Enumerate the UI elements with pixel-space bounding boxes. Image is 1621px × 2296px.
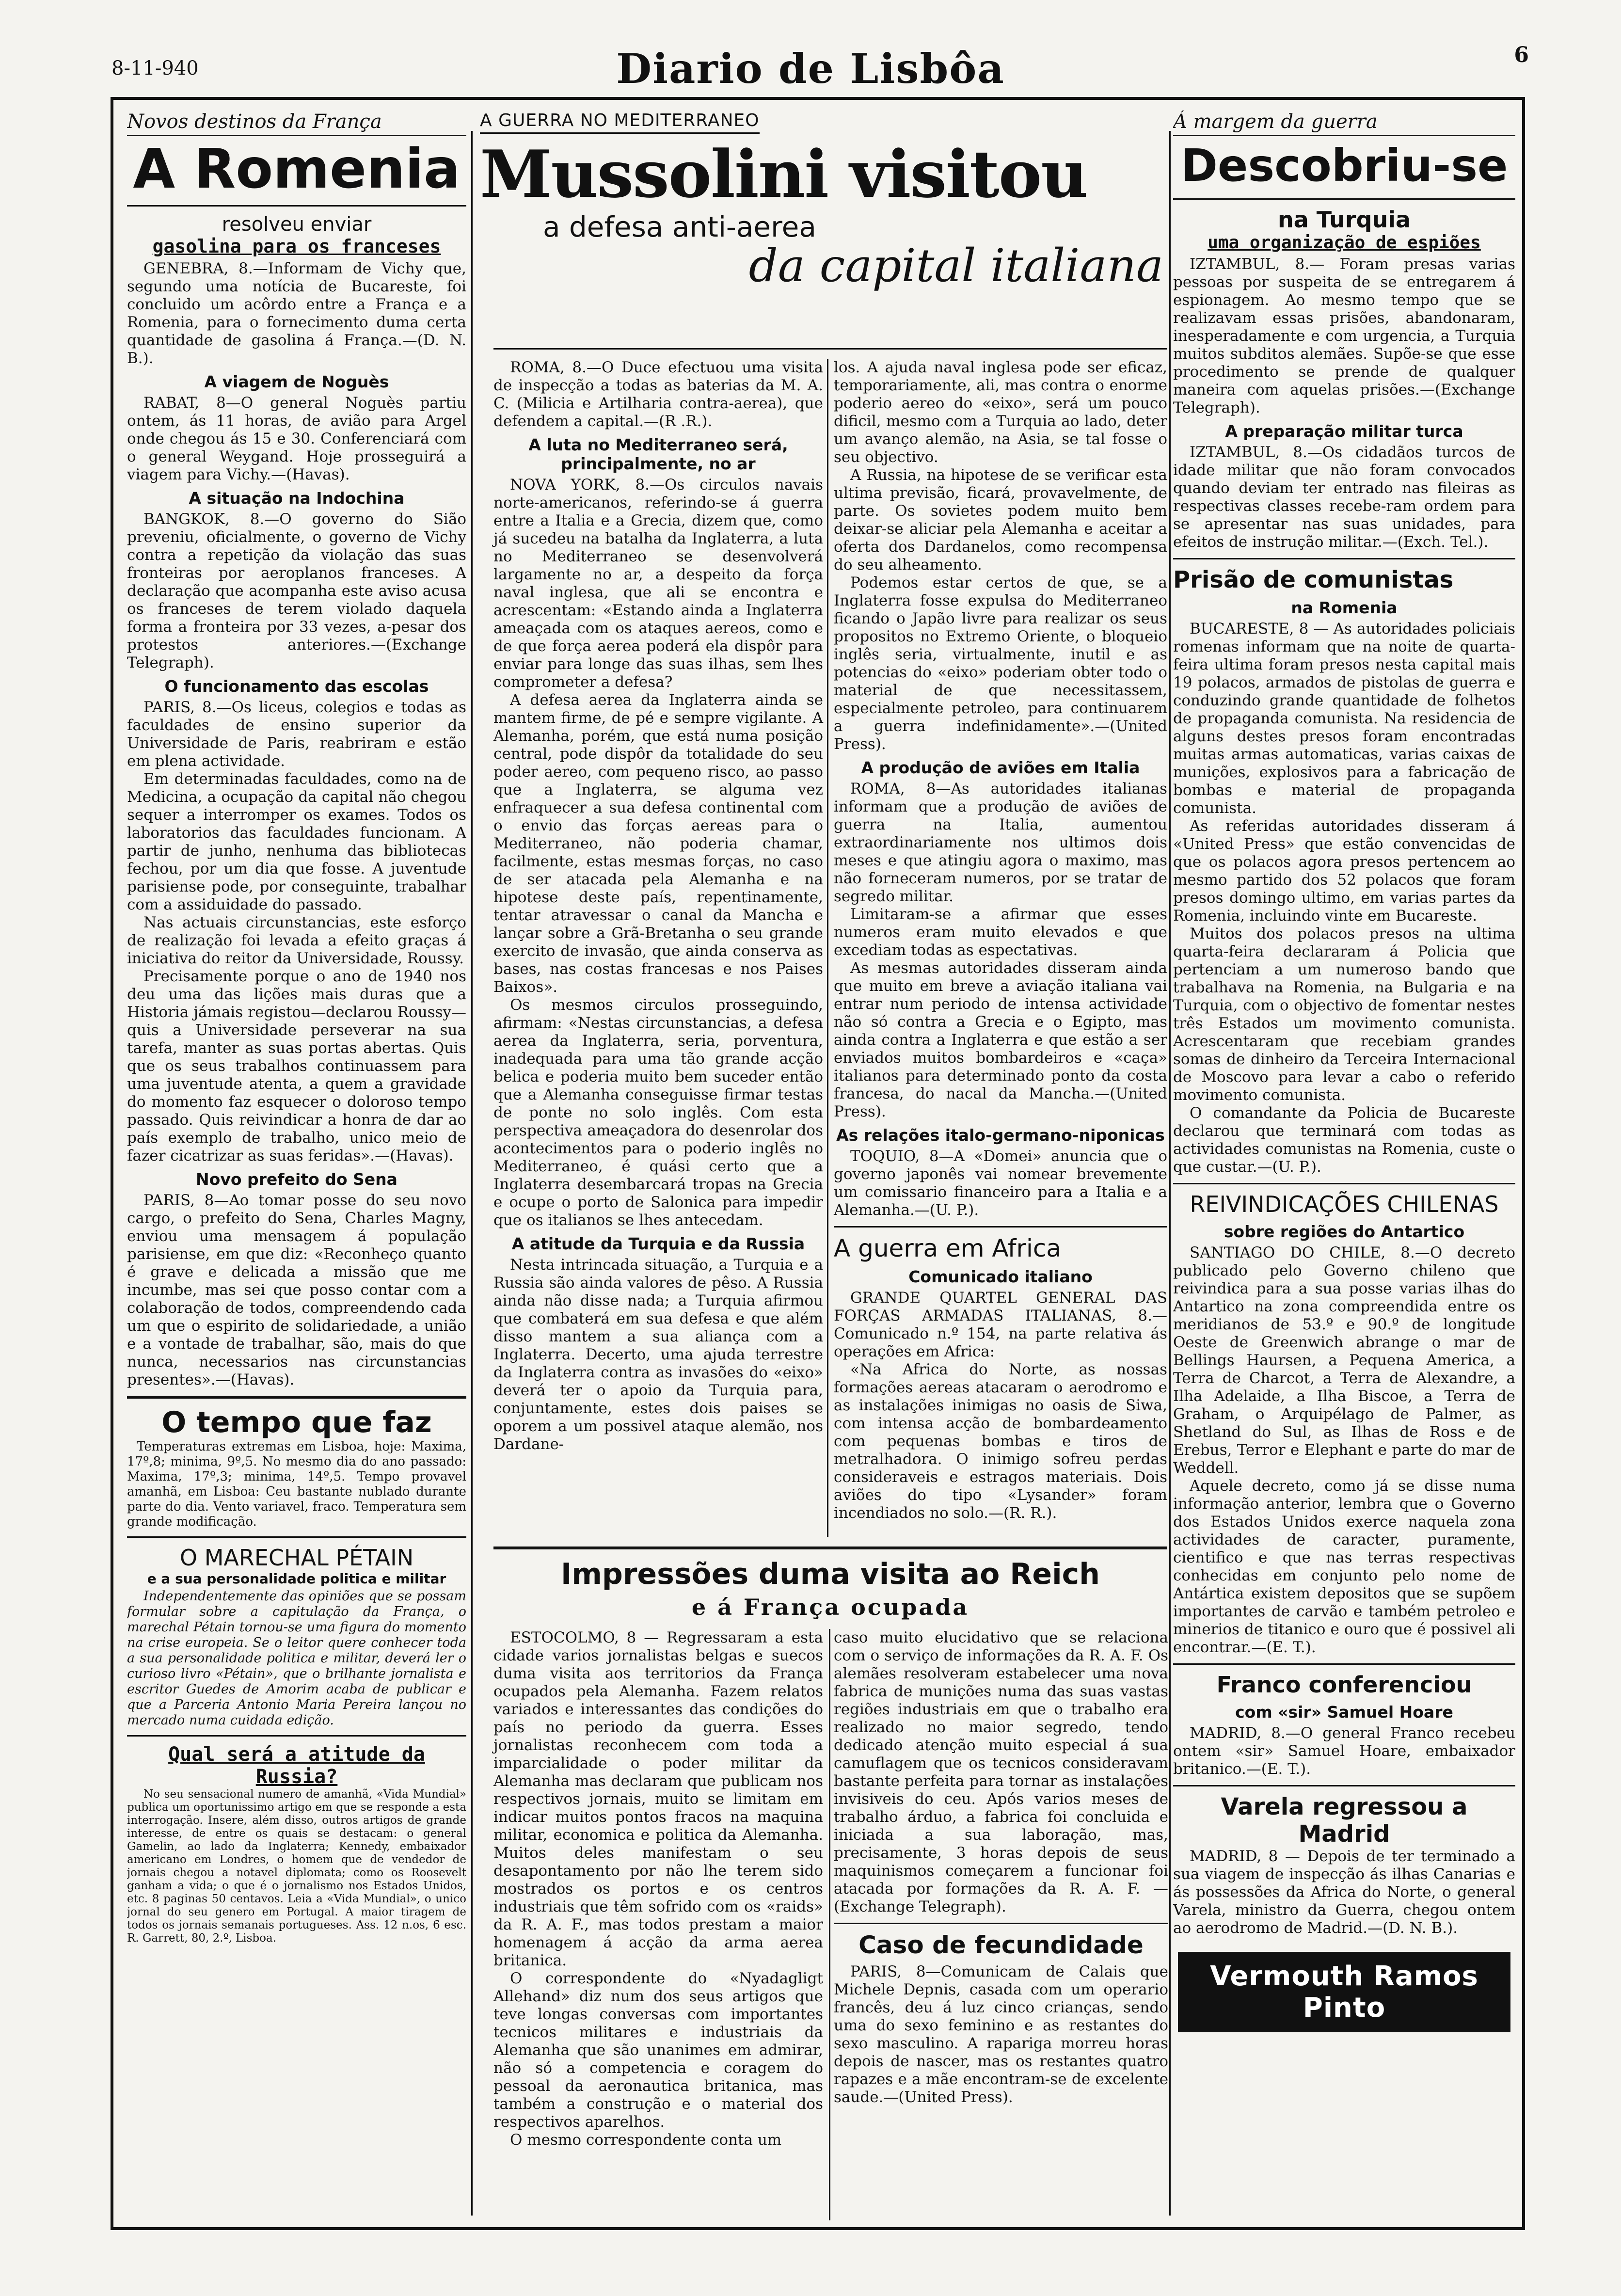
article-paragraph: Limitaram-se a afirmar que esses numeros eram muito elevados e que excediam todas as espectativas. xyxy=(834,906,1167,959)
article-header-reich xyxy=(493,1557,1167,1620)
article-paragraph: «Na Africa do Norte, as nossas formações aereas atacaram o aerodromo e as instalações inimigas no oasis de Siwa, com intensa acção de bombardeamento com pequenas bombas e tiros de metralhadora. O inimigo sofreu perdas consideraveis e estragos materiais. Dois aviões do tipo «Lysander» foram incendiados no solo.—(R. R.). xyxy=(834,1361,1167,1522)
subheadline: uma organização de espiões xyxy=(1208,233,1481,253)
article-paragraph: IZTAMBUL, 8.—Os cidadãos turcos de idade militar que não foram convocados quando deviam ter entrado nas fileiras as respectivas classes recebe-ram ordem para se apresentar nas suas unidades, para efeitos de instrução militar.—(Exch. Tel.). xyxy=(1173,444,1515,551)
article-column-mussolini-b xyxy=(834,359,1167,1522)
article-paragraph: Podemos estar certos de que, se a Inglaterra fosse expulsa do Mediterraneo ficando o Japão livre para realizar os seus propositos no Extremo Oriente, o bloqueio inglês seria, virtualmente, inutil e as potencias do «eixo» poderiam obter todo o material de que necessitassem, especialmente petroleo, para continuarem a guerra indefinidamente».—(United Press). xyxy=(834,574,1167,753)
article-paragraph: Em determinadas faculdades, como na de Medicina, a ocupação da capital não chegou sequer a interromper os exames. Todos os laboratorios das faculdades funcionam. A partir de junho, nenhuma das bibliotecas fechou, por um dia que fosse. A juventude parisiense pode, por conseguinte, trabalhar com a assiduidade do passado. xyxy=(127,770,466,913)
article-paragraph: NOVA YORK, 8.—Os circulos navais norte-americanos, referindo-se á guerra entre a Italia e a Grecia, dizem que, como já sucedeu na batalha da Inglaterra, a luta no Mediterraneo se desenvolverá largamente no ar, a despeito da força naval inglesa, que ali se encontra e acrescentam: «Estando ainda a Inglaterra ameaçada com os ataques aereos, como e de que força aerea poderá ela dispôr para enviar para longe das suas ilhas, sem lhes comprometer a defesa? xyxy=(493,476,823,691)
column-divider xyxy=(1169,131,1171,2216)
subheadline: resolveu enviar xyxy=(222,213,372,236)
article-paragraph: Muitos dos polacos presos na ultima quarta-feira declararam á Policia que pertenciam a um numeroso bando que trabalhava na Romenia, na Bulgaria e na Turquia, com o objectivo de fomentar nestes três Estados um movimento comunista. Acrescentaram que recebiam grandes somas de dinheiro da Terceira Internacional de Moscovo para levar a cabo o referido movimento comunista. xyxy=(1173,925,1515,1104)
article-paragraph: ROMA, 8.—O Duce efectuou uma visita de inspecção a todas as baterias da M. A. C. (Milicia e Artilharia contra-aerea), que defendem a capital.—(R .R.). xyxy=(493,359,823,430)
article-paragraph: ESTOCOLMO, 8 — Regressaram a esta cidade varios jornalistas belgas e suecos duma visita aos territorios da França ocupados pela Alemanha. Fazem relatos variados e interessantes das condições do país no periodo da guerra. Esses jornalistas reconhecem com toda a imparcialidade o poder militar da Alemanha mas declaram que publicam nos respectivos jornais, muito se limitam em indicar muitos pontos fracos na maquina militar, economica e politica da Alemanha. Muitos deles manifestam o seu desapontamento por não lhe terem sido mostrados os portos e os centros industriais que têm sofrido com os «raids» da R. A. F., mas todos prestam a maior homenagem á acção da arma aerea britanica. xyxy=(493,1629,823,1969)
section-subheading: Comunicado italiano xyxy=(908,1267,1093,1286)
article-paragraph: As referidas autoridades disseram á «United Press» que estão convencidas de que os polacos agora presos pertencem ao mesmo partido dos 52 polacos que foram presos domingo ultimo, em varias partes da Romenia, incluindo vinte em Bucareste. xyxy=(1173,817,1515,925)
section-heading: A situação na Indochina xyxy=(189,489,405,508)
section-subheading: na Romenia xyxy=(1291,598,1398,617)
subheadline: e á França ocupada xyxy=(691,1594,969,1620)
advertisement-vermouth[interactable]: Vermouth Ramos Pinto xyxy=(1178,1952,1510,2032)
section-heading: A viagem de Noguès xyxy=(204,372,389,391)
section-heading: A produção de aviões em Italia xyxy=(861,758,1140,777)
article-paragraph: A defesa aerea da Inglaterra ainda se mantem firme, de pé e sempre vigilante. A Alemanha, porém, que está numa posição central, pode dispôr da totalidade do seu poder aereo, com pequeno risco, ao passo que a Inglaterra, se alguma vez enfraquecer a sua defesa continental com o envio das forças aereas para o Mediterraneo, não poderia chamar, facilmente, estas mesmas forças, no caso de ser atacada pela Alemanha e na hipotese deste país, repentinamente, tentar atravessar o canal da Mancha e lançar sobre a Grã-Bretanha o seu grande exercito de invasão, que ainda conserva as bases, nas costas francesas e nos Paises Baixos». xyxy=(493,691,823,996)
article-paragraph: A Russia, na hipotese de se verificar esta ultima previsão, ficará, provavelmente, de parte. Os sovietes podem muito bem deixar-se aliciar pela Alemanha e aceitar a oferta dos Dardanelos, como recompensa do seu alheamento. xyxy=(834,466,1167,574)
section-heading: A luta no Mediterraneo será, principalmente, no ar xyxy=(528,435,788,473)
section-heading: REIVINDICAÇÕES CHILENAS xyxy=(1190,1191,1499,1217)
section-heading: A preparação militar turca xyxy=(1225,422,1463,441)
article-paragraph: GENEBRA, 8.—Informam de Vichy que, segundo uma notícia de Bucareste, foi concluido um acôrdo entre a França e a Romenia, para o fornecimento duma certa quantidade de gasolina á França.—(D. N. B.). xyxy=(127,260,466,367)
article-header-mussolini xyxy=(480,111,1163,292)
article-paragraph: GRANDE QUARTEL GENERAL DAS FORÇAS ARMADAS ITALIANAS, 8.—Comunicado n.º 154, na parte relativa ás operações em Africa: xyxy=(834,1289,1167,1360)
section-kicker: A GUERRA NO MEDITERRANEO xyxy=(480,111,760,134)
section-heading: As relações italo-germano-niponicas xyxy=(836,1126,1165,1145)
article-paragraph: los. A ajuda naval inglesa pode ser eficaz, temporariamente, ali, mas contra o enorme poderio aereo do «eixo», será um pouco dificil, mesmo com a Turquia ao lado, deter um avanço alemão, na Asia, se tal fosse o seu objectivo. xyxy=(834,359,1167,466)
column-divider xyxy=(827,359,828,1537)
petain-subheading: e a sua personalidade politica e militar xyxy=(147,1571,446,1587)
article-paragraph: Nas actuais circunstancias, este esforço de realização foi levada a efeito graças á iniciativa do reitor da Universidade, Roussy. xyxy=(127,914,466,967)
article-column-reich-a xyxy=(493,1629,823,2149)
page-number: 6 xyxy=(1514,43,1529,67)
subheadline: gasolina para os franceses xyxy=(152,236,441,257)
section-heading: A guerra em Africa xyxy=(834,1234,1062,1262)
subheadline: na Turquia xyxy=(1277,207,1411,233)
article-paragraph: caso muito elucidativo que se relaciona com o serviço de informações da R. A. F. Os alemães resolveram estabelecer uma nova fabrica de munições numa das suas vastas regiões industriais em que o trabalho era realizado no maior segredo, tendo dedicado atenção muito especial á sua camuflagem que os tecnicos consideravam bastante perfeita para tornar as instalações invisiveis do ceu. Após varios meses de trabalho árduo, a fabrica foi concluida e iniciada a sua laboração, mas, precisamente, 3 horas depois de seus maquinismos começarem a funcionar foi atacada por formações da R. A. F. —(Exchange Telegraph). xyxy=(834,1629,1168,1915)
article-paragraph: O mesmo correspondente conta um xyxy=(510,2131,782,2149)
russia-heading: Qual será a atitude da Russia? xyxy=(168,1743,425,1788)
article-paragraph: RABAT, 8—O general Noguès partiu ontem, ás 11 horas, de avião para Argel onde chegou ás 15 e 30. Conferenciará com o general Weygand. Hoje prosseguirá a viagem para Vichy.—(Havas). xyxy=(127,394,466,483)
article-column-reich-b xyxy=(834,1629,1168,2106)
section-heading: O funcionamento das escolas xyxy=(164,677,429,696)
headline: Mussolini visitou xyxy=(480,136,1087,212)
article-paragraph: IZTAMBUL, 8.— Foram presas varias pessoas por suspeita de se entregarem á espionagem. Ao mesmo tempo que se realizavam essas prisões, abandonaram, inesperadamente e com urgencia, a Turquia muitos subditos alemães. Supõe-se que esse procedimento se prende de qualquer maneira com aquelas prisões.—(Exchange Telegraph). xyxy=(1173,255,1515,416)
section-heading: Prisão de comunistas xyxy=(1173,566,1454,593)
article-column-turquia xyxy=(1173,111,1515,2032)
article-paragraph: Os mesmos circulos prosseguindo, afirmam: «Nestas circunstancias, a defesa aerea da Inglaterra, seria, porventura, inadequada para uma tão grande acção belica e poderia muito bem suceder então que a Alemanha conseguisse firmar testas de ponte no solo inglês. Com esta perspectiva ameaçadora do desenrolar dos acontecimentos para o poderio inglês no Mediterraneo, é quási certo que a Inglaterra desembarcará tropas na Grecia e ocupe o porto de Salonica para impedir que os italianos se lhes antecedam. xyxy=(493,996,823,1229)
petain-paragraph: Independentemente das opiniões que se possam formular sobre a capitulação da França, o marechal Pétain tornou-se uma figura do momento na crise europeia. Se o leitor quere conhecer toda a sua personalidade politica e militar, deverá ler o curioso livro «Pétain», que o brilhante jornalista e escritor Guedes de Amorim acaba de publicar e que a Parceria Antonio Maria Pereira lançou no mercado numa cuidada edição. xyxy=(127,1589,466,1728)
article-paragraph: BANGKOK, 8.—O governo do Sião preveniu, oficialmente, o governo de Vichy contra a repetição da violação das suas fronteiras por aeroplanos franceses. A declaração que acompanha este aviso acusa os franceses de terem violado daquela forma a fronteira por 33 vezes, a-pesar dos protestos anteriores.—(Exchange Telegraph). xyxy=(127,510,466,671)
headline: Descobriu-se xyxy=(1180,140,1508,191)
article-paragraph: Aquele decreto, como já se disse numa informação anterior, lembra que o Governo dos Estados Unidos exerce naquela zona actividades de caracter, puramente, cientifico e que nas terras respectivas conhecidas em conjunto pelo nome de Antártica existem depositos que se supõem importantes de carvão e também petroleo e minerios de titanico e ouro que é possivel ali encontrar.—(E. T.). xyxy=(1173,1477,1515,1656)
article-paragraph: BUCARESTE, 8 — As autoridades policiais romenas informam que na noite de quarta-feira ultima foram presos nesta capital mais 19 polacos, armados de pistolas de guerra e conduzindo grande quantidade de folhetos de propaganda comunista. Na residencia de alguns destes presos foram encontradas muitas armas automaticas, varias caixas de munições, explosivos para a fabricação de bombas e material de propaganda comunista. xyxy=(1173,620,1515,817)
article-paragraph: Precisamente porque o ano de 1940 nos deu uma das lições mais duras que a Historia jámais registou—declarou Roussy—quis a Universidade perseverar na sua tarefa, manter as suas portas abertas. Quis que os seus trabalhos continuassem para uma juventude atenta, a quem a gravidade do momento faz esquecer o doloroso tempo passado. Quis reivindicar a honra de dar ao país exemplo de trabalho, unico meio de fazer cicatrizar as suas feridas».—(Havas). xyxy=(127,968,466,1164)
article-paragraph: PARIS, 8.—Os liceus, colegios e todas as faculdades de ensino superior da Universidade de Paris, reabriram e estão em plena actividade. xyxy=(127,699,466,770)
section-subheading: sobre regiões do Antartico xyxy=(1224,1222,1465,1241)
article-column-romenia xyxy=(127,111,466,1945)
newspaper-title: Diario de Lisbôa xyxy=(616,45,1005,93)
column-divider xyxy=(829,1629,830,2220)
subheadline: a defesa anti-aerea xyxy=(543,210,816,243)
article-paragraph: MADRID, 8 — Depois de ter terminado a sua viagem de inspecção ás ilhas Canarias e ás possessões da Africa do Norte, o general Varela, ministro da Guerra, chegou ontem ao aerodromo de Madrid.—(D. N. B.). xyxy=(1173,1848,1515,1937)
section-kicker: Á margem da guerra xyxy=(1173,111,1515,136)
article-paragraph: ROMA, 8—As autoridades italianas informam que a produção de aviões de guerra na Italia, aumentou extraordinariamente nos ultimos dois meses e que atingiu agora o maximo, mas não forneceram numeros, por se tratar de segredo militar. xyxy=(834,780,1167,905)
article-paragraph: PARIS, 8—Ao tomar posse do seu novo cargo, o prefeito do Sena, Charles Magny, enviou uma mensagem á população parisiense, em que diz: «Reconheço quanto é grave e delicada a missão que me incumbe, mas sei que posso contar com a colaboração de todos, compreendendo cada um que o espirito de solidariedade, a união e a vontade de trabalhar, são, mais do que nunca, necessarios nas circunstancias presentes».—(Havas). xyxy=(127,1192,466,1388)
article-paragraph: MADRID, 8.—O general Franco recebeu ontem «sir» Samuel Hoare, embaixador britanico.—(E. T.). xyxy=(1173,1724,1515,1778)
column-divider xyxy=(471,131,473,2216)
article-paragraph: As mesmas autoridades disseram ainda que muito em breve a aviação italiana vai entrar num periodo de intensa actividade não só contra a Grecia e o Egipto, mas ainda contra a Inglaterra e que estão a ser enviados muitos bombardeiros e «caça» italianos para determinado ponto da costa francesa, do nacal da Mancha.—(United Press). xyxy=(834,959,1167,1120)
section-heading: A atitude da Turquia e da Russia xyxy=(511,1234,805,1253)
russia-paragraph: No seu sensacional numero de amanhã, «Vida Mundial» publica um oportunissimo artigo em que se responde a esta interrogação. Insere, além disso, outros artigos de grande interesse, de entre os quais se destacam: o general Gamelin, ao lado da Inglaterra; Kennedy, embaixador americano em Londres, o homem que de vendedor de jornais chegou a notavel diplomata; como os Roosevelt ganham a vida; o que é o jornalismo nos Estados Unidos, etc. 8 paginas 50 centavos. Leia a «Vida Mundial», o unico jornal do seu genero em Portugal. A maior tiragem de todos os jornais semanais portugueses. Ass. 12 n.os, 6 esc. R. Garrett, 80, 2.º, Lisboa. xyxy=(127,1788,466,1945)
weather-report: Temperaturas extremas em Lisboa, hoje: Maxima, 17º,8; minima, 9º,5. No mesmo dia do ano passado: Maxima, 17º,3; minima, 14º,5. Tempo provavel amanhã, em Lisboa: Ceu bastante nublado durante parte do dia. Vento variavel, fraco. Temperatura sem grande modificação. xyxy=(127,1439,466,1529)
subheadline: da capital italiana xyxy=(748,239,1163,292)
headline: Impressões duma visita ao Reich xyxy=(561,1557,1100,1591)
issue-date: 8-11-940 xyxy=(111,57,199,80)
section-heading: Franco conferenciou xyxy=(1216,1672,1472,1698)
section-heading: Varela regressou a Madrid xyxy=(1221,1793,1468,1848)
section-kicker: Novos destinos da França xyxy=(127,111,466,136)
article-column-mussolini-a xyxy=(493,359,823,1453)
headline: A Romenia xyxy=(133,138,461,201)
article-paragraph: O correspondente do «Nyadagligt Allehand» diz num dos seus artigos que teve longas conversas com importantes tecnicos militares e industriais da Alemanha que são unanimes em admirar, não só a competencia e coragem do pessoal da aeronautica britanica, mas também a construção e o material dos respectivos aparelhos. xyxy=(493,1970,823,2131)
article-paragraph: SANTIAGO DO CHILE, 8.—O decreto publicado pelo Governo chileno que reivindica para a sua posse varias ilhas do Antartico na zona compreendida entre os meridianos de 53.º e 90.º de longitude Oeste de Greenwich abrange o mar de Bellings Haursen, a Pequena America, a Terra de Charcot, a Terra de Alexandre, a Ilha Adelaide, a Ilha Biscoe, a Terra de Graham, o Arquipélago de Palmer, as Shetland do Sul, as Ilhas de Ross e de Erebus, Terror e Elephant e parte do mar de Weddell. xyxy=(1173,1244,1515,1477)
article-paragraph: Nesta intrincada situação, a Turquia e a Russia são ainda valores de pêso. A Russia ainda não disse nada; a Turquia afirmou que combaterá em sua defesa e que além disso mantem a sua aliança com a Inglaterra. Decerto, uma ajuda terrestre da Inglaterra contra as invasões do «eixo» deverá ter o apoio da Turquia para, conjuntamente, estes dois paises se oporem a um possivel ataque alemão, nos Dardane- xyxy=(493,1256,823,1453)
section-heading: Novo prefeito do Sena xyxy=(196,1170,397,1189)
article-paragraph: PARIS, 8—Comunicam de Calais que Michele Depnis, casada com um operario francês, deu á luz cinco crianças, sendo uma do sexo feminino e as restantes do sexo masculino. A rapariga morreu horas depois de nascer, mas os restantes quatro rapazes e a mãe encontram-se de excelente saude.—(United Press). xyxy=(834,1963,1168,2106)
petain-heading: O MARECHAL PÉTAIN xyxy=(179,1545,414,1571)
article-paragraph: TOQUIO, 8—A «Domei» anuncia que o governo japonês vai nomear brevemente um comissario financeiro para a Italia e a Alemanha.—(U. P.). xyxy=(834,1148,1167,1219)
section-heading: Caso de fecundidade xyxy=(858,1931,1144,1959)
section-subheading: com «sir» Samuel Hoare xyxy=(1235,1703,1453,1722)
article-paragraph: O comandante da Policia de Bucareste declarou que terminará com todas as actividades comunistas na Romenia, custe o que custar.—(U. P.). xyxy=(1173,1104,1515,1176)
weather-heading: O tempo que faz xyxy=(161,1405,432,1439)
